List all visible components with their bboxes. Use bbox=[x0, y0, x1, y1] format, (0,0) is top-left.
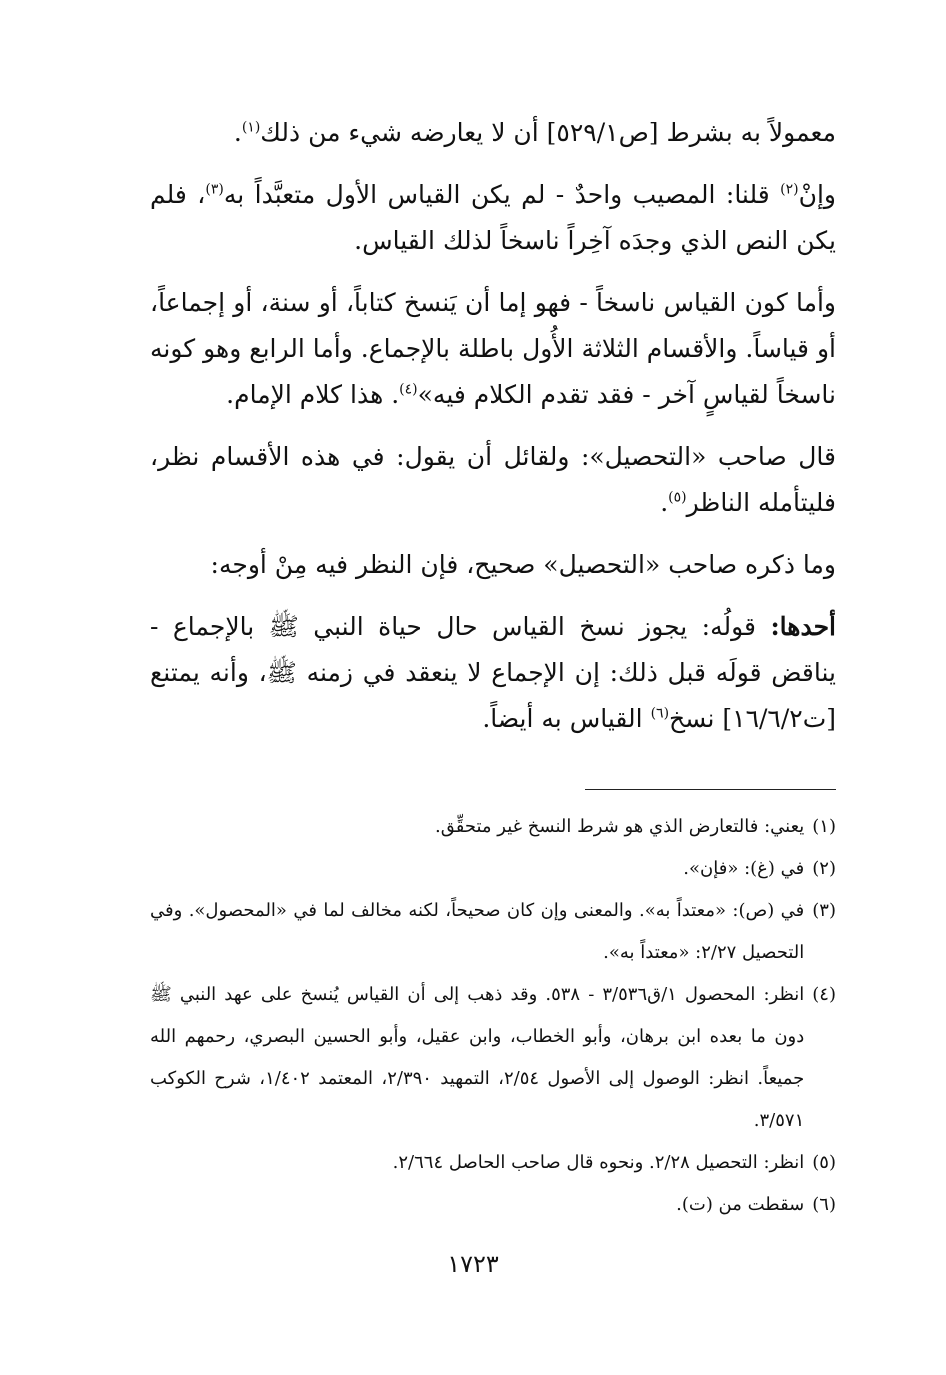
footnote-ref: (٢) bbox=[780, 181, 799, 198]
footnote-text: في (غ): «فإن». bbox=[683, 858, 805, 879]
footnote-3 bbox=[150, 890, 836, 974]
text: قلنا: المصيب واحدٌ - لم يكن القياس الأول متعبَّداً به bbox=[223, 180, 781, 209]
footnote-number: (٢) bbox=[812, 858, 836, 879]
text: وأما كون القياس ناسخاً - فهو إما أن يَنسخ كتاباً، أو سنة، أو إجماعاً، أو قياساً. والأقسام الثلاثة الأُول باطلة بالإجماع. وأما الرابع وهو كونه ناسخاً لقياسٍ آخر - فقد تقدم الكلام فيه» bbox=[150, 288, 836, 409]
main-text bbox=[150, 110, 836, 742]
text: ، فلم يكن النص الذي وجدَه آخِراً ناسخاً لذلك القياس. bbox=[150, 180, 836, 255]
paragraph-2 bbox=[150, 172, 836, 264]
paragraph-4 bbox=[150, 434, 836, 526]
footnote-4 bbox=[150, 974, 836, 1142]
text: قولُه: يجوز نسخ القياس حال حياة النبي ﷺ بالإجماع - يناقض قولَه قبل ذلك: إن الإجماع لا ينعقد في زمنه ﷺ، وأنه يمتنع [ت١٦/٦/٢] نسخ bbox=[150, 612, 836, 733]
footnote-text: سقطت من (ت). bbox=[676, 1194, 805, 1215]
paragraph-5 bbox=[150, 542, 836, 588]
text: معمولاً به بشرط [ص٥٢٩/١] أن لا يعارضه شيء من ذلك bbox=[260, 118, 836, 147]
footnotes bbox=[150, 806, 836, 1226]
footnote-number: (٤) bbox=[812, 984, 836, 1005]
paragraph-1 bbox=[150, 110, 836, 156]
footnote-number: (١) bbox=[812, 816, 836, 837]
page-number: ١٧٢٣ bbox=[447, 1250, 499, 1278]
text: وما ذكره صاحب «التحصيل» صحيح، فإن النظر فيه مِنْ أوجه: bbox=[210, 550, 836, 579]
lead-word: أحدها: bbox=[770, 612, 836, 641]
text: قال صاحب «التحصيل»: ولقائل أن يقول: في هذه الأقسام نظر، فليتأمله الناظر bbox=[150, 442, 836, 517]
footnote-6 bbox=[150, 1184, 836, 1226]
footnote-ref: (٤) bbox=[399, 381, 418, 398]
footnote-number: (٦) bbox=[812, 1194, 836, 1215]
footnote-5 bbox=[150, 1142, 836, 1184]
text: . bbox=[233, 118, 242, 147]
footnote-text: انظر: المحصول ١/ق٣/٥٣٦ - ٥٣٨. وقد ذهب إلى أن القياس يُنسخ على عهد النبي ﷺ دون ما بعده ابن برهان، وأبو الخطاب، وابن عقيل، وأبو الحسين البصري، رحمهم الله جميعاً. انظر: الوصول إلى الأصول ٢/٥٤، التمهيد ٢/٣٩٠، المعتمد ١/٤٠٢، شرح الكوكب ٣/٥٧١. bbox=[150, 984, 805, 1131]
footnote-ref: (١) bbox=[241, 119, 261, 136]
paragraph-3 bbox=[150, 280, 836, 418]
footnote-text: في (ص): «معتداً به». والمعنى وإن كان صحيحاً، لكنه مخالف لما في «المحصول». وفي التحصيل ٢/٢٧: «معتداً به». bbox=[150, 900, 805, 963]
footnote-text: يعني: فالتعارض الذي هو شرط النسخ غير متحقِّق. bbox=[435, 816, 805, 837]
text: . هذا كلام الإمام. bbox=[226, 380, 400, 409]
text: وإنْ bbox=[798, 180, 836, 209]
footnote-ref: (٣) bbox=[205, 181, 224, 198]
footnote-separator bbox=[585, 789, 836, 790]
footnote-2 bbox=[150, 848, 836, 890]
footnote-1 bbox=[150, 806, 836, 848]
footnote-number: (٥) bbox=[812, 1152, 836, 1173]
footnote-text: انظر: التحصيل ٢/٢٨. ونحوه قال صاحب الحاصل ٢/٦٦٤. bbox=[392, 1152, 805, 1173]
footnote-ref: (٥) bbox=[668, 489, 687, 506]
footnote-ref: (٦) bbox=[650, 705, 670, 722]
paragraph-6 bbox=[150, 604, 836, 742]
text: القياس به أيضاً. bbox=[482, 704, 651, 733]
text: . bbox=[660, 488, 669, 517]
footnote-number: (٣) bbox=[812, 900, 836, 921]
